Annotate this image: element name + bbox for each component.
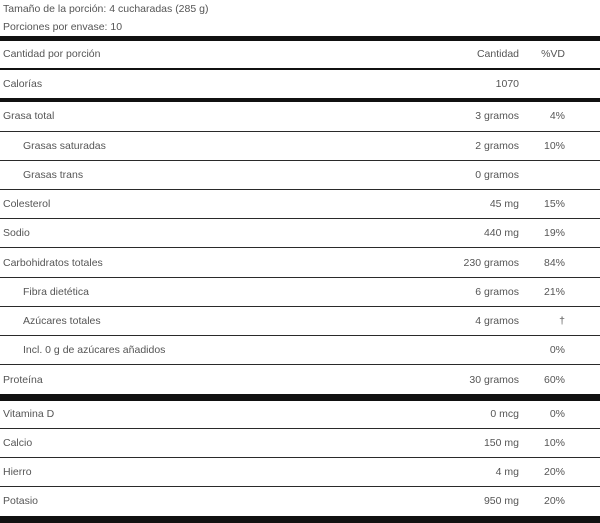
nutrient-name: Azúcares totales [23,315,101,327]
thick-divider [0,36,600,41]
vitamin-name: Vitamina D [3,408,55,420]
vitamin-amount: 4 mg [495,466,519,478]
row-divider [0,131,600,132]
vitamin-daily-value: 10% [543,437,565,449]
row-divider [0,335,600,336]
vitamin-row [0,435,600,451]
row-divider [0,160,600,161]
thick-divider [0,98,600,102]
serving-size: Tamaño de la porción: 4 cucharadas (285 g) [3,3,209,15]
nutrient-name: Grasas trans [23,169,84,181]
thick-divider [0,394,600,401]
nutrient-daily-value: 21% [543,286,565,298]
nutrient-name: Colesterol [3,198,51,210]
nutrient-row [0,255,600,271]
calories-value: 1070 [495,78,519,90]
nutrient-amount: 45 mg [489,198,519,210]
vitamin-daily-value: 20% [543,495,565,507]
nutrient-row [0,372,600,388]
nutrient-amount: 0 gramos [475,169,519,181]
nutrient-row [0,342,600,358]
vitamin-daily-value: 20% [543,466,565,478]
row-divider [0,306,600,307]
nutrient-daily-value: 84% [543,257,565,269]
row-divider [0,218,600,219]
calories-label: Calorías [3,78,43,90]
amount-column-header: Cantidad [476,48,519,60]
nutrient-daily-value: 60% [543,374,565,386]
nutrient-amount: 230 gramos [463,257,519,269]
nutrient-daily-value: 0% [549,344,565,356]
nutrient-daily-value: 19% [543,227,565,239]
daily-value-column-header: %VD [541,48,565,60]
row-divider [0,457,600,458]
nutrient-daily-value: 15% [543,198,565,210]
vitamin-row [0,493,600,509]
vitamin-name: Calcio [3,437,33,449]
dagger-symbol: † [559,315,565,327]
nutrient-row [0,284,600,300]
nutrient-row [0,167,600,183]
nutrient-amount: 3 gramos [475,110,519,122]
medium-divider [0,68,600,70]
nutrient-daily-value: 4% [549,110,565,122]
row-divider [0,247,600,248]
nutrient-daily-value: 10% [543,140,565,152]
vitamin-row [0,464,600,480]
calories-row [0,76,600,92]
nutrient-name: Incl. 0 g de azúcares añadidos [23,344,166,356]
nutrient-row [0,313,600,329]
nutrient-name: Proteína [3,374,43,386]
vitamin-amount: 0 mcg [490,408,519,420]
nutrient-row [0,108,600,124]
row-divider [0,277,600,278]
row-divider [0,189,600,190]
vitamin-daily-value: 0% [549,408,565,420]
nutrient-name: Grasa total [3,110,55,122]
vitamin-row [0,406,600,422]
vitamin-amount: 950 mg [483,495,519,507]
nutrient-amount: 2 gramos [475,140,519,152]
thick-divider [0,516,600,523]
row-divider [0,486,600,487]
nutrient-row [0,225,600,241]
amount-per-serving-label: Cantidad por porción [3,48,101,60]
nutrient-name: Grasas saturadas [23,140,106,152]
row-divider [0,364,600,365]
nutrient-row [0,138,600,154]
row-divider [0,428,600,429]
nutrient-amount: 30 gramos [469,374,519,386]
nutrient-amount: 440 mg [483,227,519,239]
vitamin-amount: 150 mg [483,437,519,449]
nutrient-row [0,196,600,212]
servings-per-container: Porciones por envase: 10 [3,21,123,33]
nutrient-name: Carbohidratos totales [3,257,103,269]
nutrient-name: Sodio [3,227,30,239]
nutrient-amount: 6 gramos [475,286,519,298]
header-row [0,46,600,62]
vitamin-name: Hierro [3,466,32,478]
nutrient-name: Fibra dietética [23,286,89,298]
nutrient-amount: 4 gramos [475,315,519,327]
vitamin-name: Potasio [3,495,39,507]
